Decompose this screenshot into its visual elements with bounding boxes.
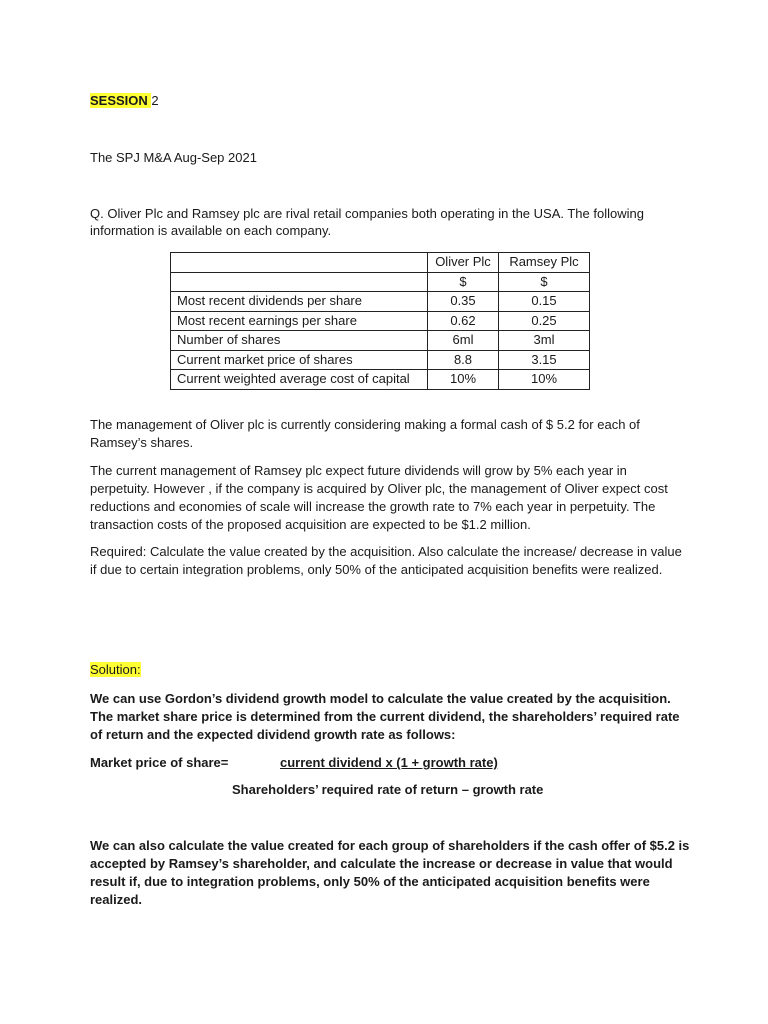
table-unit-cell: [171, 272, 428, 292]
solution-closing: We can also calculate the value created for each group of shareholders if the cash offer of $5.2 is accepted by Ramsey’s shareholder, and calculate the increase or decrease in value that would result if, due to integration problems, only 50% of the anticipated acquisition benefits were realized.: [90, 838, 690, 907]
table-row: [171, 350, 590, 370]
table-cell: 8.8: [428, 350, 499, 370]
table-header-cell: Oliver Plc: [428, 253, 499, 273]
table-unit-cell: $: [428, 272, 499, 292]
table-cell: 6ml: [428, 331, 499, 351]
solution-label: Solution:: [90, 662, 141, 677]
formula-label: Market price of share=: [90, 755, 229, 770]
table-row: [171, 311, 590, 331]
table-cell: 3ml: [499, 331, 590, 351]
formula-numerator: current dividend x (1 + growth rate): [280, 755, 498, 770]
table-units-row: [171, 272, 590, 292]
session-heading: [90, 93, 159, 109]
company-info-table: [170, 252, 590, 390]
question-text: Q. Oliver Plc and Ramsey plc are rival retail companies both operating in the USA. The following information is available on each company.: [90, 206, 644, 238]
table-cell: Most recent dividends per share: [171, 292, 428, 312]
document-subtitle: The SPJ M&A Aug-Sep 2021: [90, 150, 257, 165]
table-cell: 0.25: [499, 311, 590, 331]
required-paragraph: Required: Calculate the value created by the acquisition. Also calculate the increase/ decrease in value if due to certain integration problems, only 50% of the anticipated acquisition benefits were realized.: [90, 544, 682, 577]
session-label: SESSION: [90, 93, 152, 108]
table-header-cell: [171, 253, 428, 273]
table-cell: Number of shares: [171, 331, 428, 351]
offer-paragraph: The management of Oliver plc is currently considering making a formal cash of $ 5.2 for each of Ramsey’s shares.: [90, 417, 640, 450]
table-cell: Most recent earnings per share: [171, 311, 428, 331]
table-header-cell: Ramsey Plc: [499, 253, 590, 273]
table-unit-cell: $: [499, 272, 590, 292]
table-header-row: [171, 253, 590, 273]
table-row: [171, 292, 590, 312]
session-number: 2: [151, 93, 159, 108]
solution-intro: We can use Gordon’s dividend growth model to calculate the value created by the acquisition. The market share price is determined from the current dividend, the shareholders’ required rate of return and the expected dividend growth rate as follows:: [90, 691, 680, 742]
growth-paragraph: The current management of Ramsey plc expect future dividends will grow by 5% each year in perpetuity. However , if the company is acquired by Oliver plc, the management of Oliver expect cost reductions and economies of scale will increase the growth rate to 7% each year in perpetuity. The transaction costs of the proposed acquisition are expected to be $1.2 million.: [90, 463, 668, 532]
table-cell: Current market price of shares: [171, 350, 428, 370]
table-row: [171, 331, 590, 351]
table-cell: 10%: [499, 370, 590, 390]
table-cell: Current weighted average cost of capital: [171, 370, 428, 390]
solution-heading: [90, 662, 141, 678]
table-cell: 0.15: [499, 292, 590, 312]
formula-denominator: Shareholders’ required rate of return – growth rate: [232, 782, 544, 797]
table-row: [171, 370, 590, 390]
table-cell: 0.62: [428, 311, 499, 331]
table-cell: 10%: [428, 370, 499, 390]
table-cell: 3.15: [499, 350, 590, 370]
table-cell: 0.35: [428, 292, 499, 312]
